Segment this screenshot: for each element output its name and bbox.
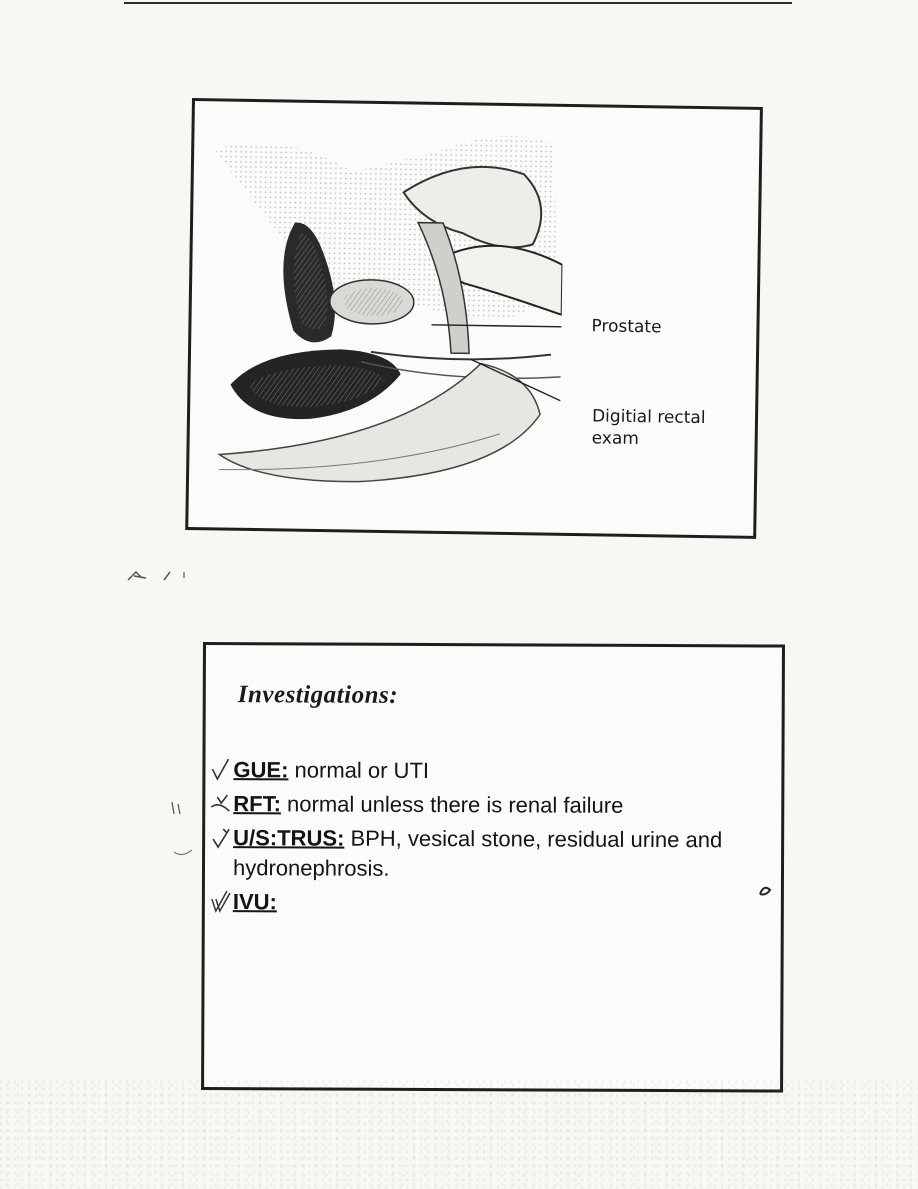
investigation-name: IVU: bbox=[232, 889, 277, 915]
page-top-rule bbox=[124, 2, 792, 4]
investigation-finding: BPH, vesical stone, residual urine and hydronephrosis. bbox=[232, 825, 723, 881]
list-item bbox=[233, 887, 733, 919]
investigation-name: GUE: bbox=[233, 757, 289, 783]
handwritten-check-icon bbox=[209, 791, 231, 817]
prostate-anatomy-illustration bbox=[199, 109, 565, 495]
anatomy-slide bbox=[185, 98, 763, 539]
investigation-name: U/S:TRUS: bbox=[233, 825, 345, 851]
investigations-slide bbox=[201, 642, 785, 1093]
list-item bbox=[233, 755, 733, 787]
investigation-finding: normal or UTI bbox=[288, 757, 430, 783]
slide-title: Investigations: bbox=[237, 681, 399, 709]
prostate-label: Prostate bbox=[591, 316, 662, 338]
scan-noise bbox=[0, 1079, 918, 1189]
investigations-list bbox=[233, 755, 734, 923]
list-item bbox=[233, 789, 733, 821]
digital-rectal-exam-label: Digitial rectal exam bbox=[591, 406, 706, 450]
list-item bbox=[233, 823, 733, 885]
pen-scribble-mark bbox=[126, 566, 196, 586]
handwritten-check-icon bbox=[209, 757, 231, 783]
investigation-finding: normal unless there is renal failure bbox=[280, 791, 624, 818]
margin-pen-mark bbox=[756, 880, 776, 900]
margin-pen-mark bbox=[168, 796, 198, 866]
handwritten-check-icon bbox=[209, 889, 231, 915]
investigation-name: RFT: bbox=[233, 791, 282, 817]
handwritten-check-icon bbox=[209, 825, 231, 851]
